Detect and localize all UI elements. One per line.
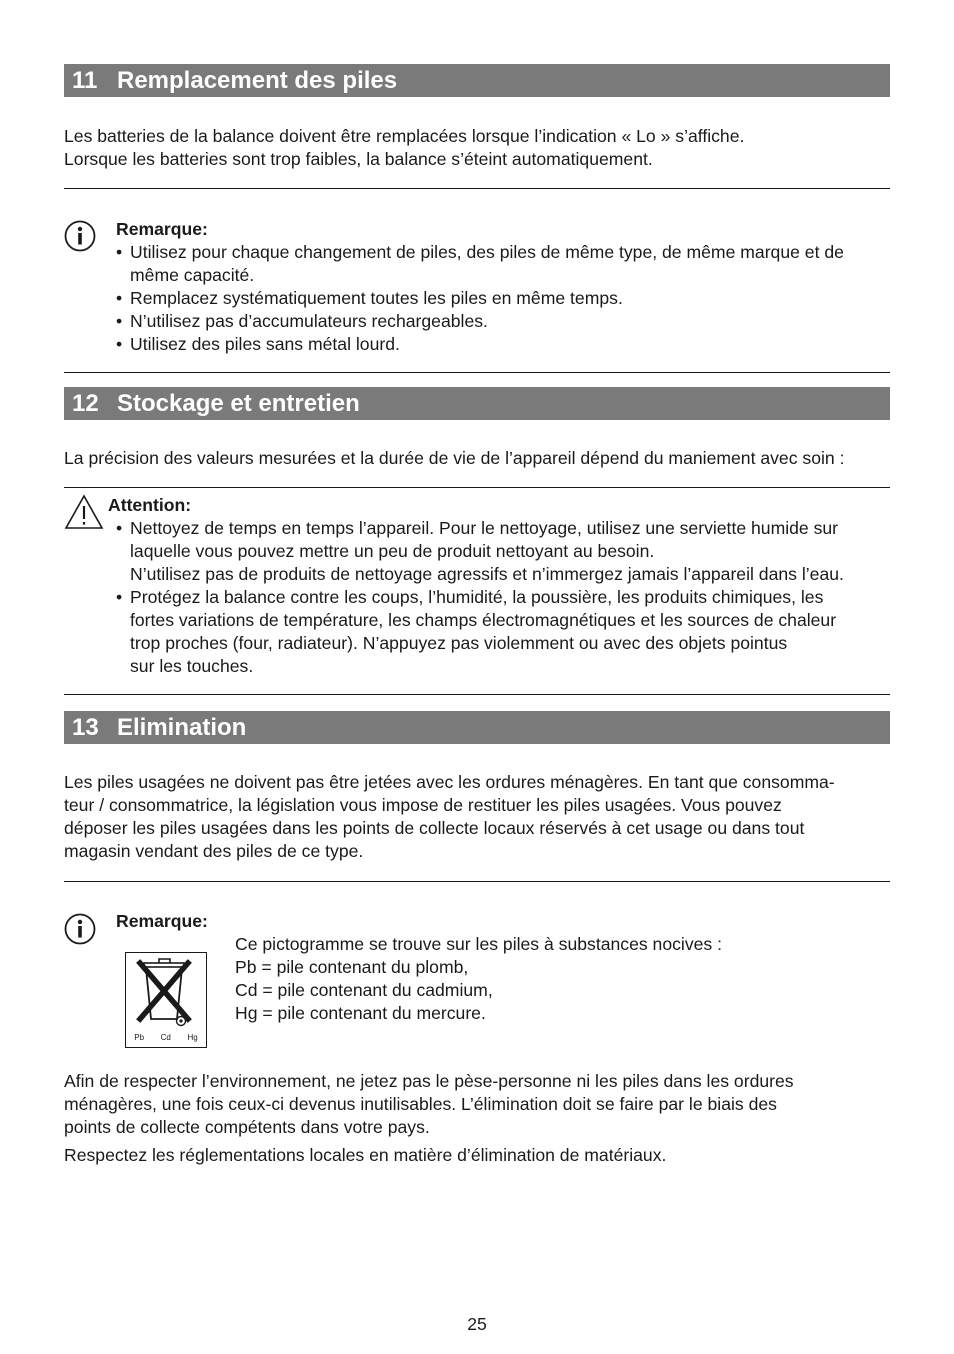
description-line: Pb = pile contenant du plomb, [235, 957, 469, 977]
section-12-header [64, 387, 890, 420]
bullet-line: • N’utilisez pas d’accumulateurs rechargeables. [130, 311, 488, 331]
bullet-line: trop proches (four, radiateur). N’appuyez pas violemment ou avec des objets pointus [130, 633, 788, 653]
warning-triangle-icon [64, 494, 104, 530]
paragraph-line: magasin vendant des piles de ce type. [64, 841, 364, 861]
paragraph-line: ménagères, une fois ceux-ci devenus inutilisables. L’élimination doit se faire par le biais des [64, 1094, 777, 1114]
page-number: 25 [467, 1314, 487, 1334]
divider [64, 881, 890, 882]
crossed-out-bin-icon [125, 952, 207, 1048]
bullet-line: fortes variations de température, les champs électromagnétiques et les sources de chaleur [130, 610, 837, 630]
divider [64, 372, 890, 373]
list-item [116, 517, 844, 586]
list-item [116, 586, 844, 678]
bullet-line: • Protégez la balance contre les coups, l’humidité, la poussière, les produits chimiques, les [130, 587, 824, 607]
section-11-header [64, 64, 890, 97]
section-number: 12 [72, 390, 99, 417]
divider [64, 487, 890, 488]
section-number: 11 [72, 67, 98, 94]
section-title: Stockage et entretien [117, 390, 360, 417]
warning-bullet-list [116, 517, 844, 678]
section-title: Elimination [117, 714, 247, 741]
note-heading: Remarque: [116, 911, 208, 931]
bullet-line: N’utilisez pas de produits de nettoyage agressifs et n’immergez jamais l’appareil dans l’eau. [130, 564, 844, 584]
bullet-line: laquelle vous pouvez mettre un peu de produit nettoyant au besoin. [130, 541, 655, 561]
paragraph-line: Les batteries de la balance doivent être remplacées lorsque l’indication « Lo » s’affiche. [64, 126, 745, 146]
section-11-paragraph [64, 125, 744, 171]
paragraph-line: Afin de respecter l’environnement, ne jetez pas le pèse-personne ni les piles dans les ordures [64, 1071, 794, 1091]
description-line: Ce pictogramme se trouve sur les piles à substances nocives : [235, 934, 722, 954]
bullet-line: • Utilisez des piles sans métal lourd. [130, 334, 400, 354]
bullet-line: • Utilisez pour chaque changement de piles, des piles de même type, de même marque et de [130, 242, 844, 262]
closing-paragraph [64, 1070, 794, 1139]
list-item [116, 310, 844, 333]
pictogram-label-pb: Pb [134, 1033, 145, 1042]
bullet-line: sur les touches. [130, 656, 254, 676]
section-13-paragraph [64, 771, 835, 863]
divider [64, 694, 890, 695]
bullet-line: • Nettoyez de temps en temps l’appareil. Pour le nettoyage, utilisez une serviette humide sur [130, 518, 839, 538]
final-paragraph: Respectez les réglementations locales en matière d’élimination de matériaux. [64, 1145, 667, 1165]
description-line: Hg = pile contenant du mercure. [235, 1003, 486, 1023]
note-bullet-list [116, 241, 844, 356]
paragraph-line: points de collecte compétents dans votre pays. [64, 1117, 430, 1137]
pictogram-label-hg: Hg [187, 1033, 198, 1042]
paragraph-line: Les piles usagées ne doivent pas être jetées avec les ordures ménagères. En tant que consomma- [64, 772, 835, 792]
divider [64, 188, 890, 189]
pictogram-label-cd: Cd [160, 1033, 171, 1042]
section-number: 13 [72, 714, 99, 741]
info-icon [64, 913, 96, 945]
warning-heading: Attention: [108, 495, 192, 515]
paragraph-line: déposer les piles usagées dans les points de collecte locaux réservés à cet usage ou dans tout [64, 818, 805, 838]
list-item [116, 287, 844, 310]
section-12-paragraph: La précision des valeurs mesurées et la durée de vie de l’appareil dépend du maniement avec soin : [64, 448, 845, 468]
description-line: Cd = pile contenant du cadmium, [235, 980, 493, 1000]
section-13-header [64, 711, 890, 744]
pictogram-labels [126, 1033, 206, 1043]
paragraph-line: teur / consommatrice, la législation vous impose de restituer les piles usagées. Vous pouvez [64, 795, 782, 815]
bullet-line: • Remplacez systématiquement toutes les piles en même temps. [130, 288, 623, 308]
list-item [116, 333, 844, 356]
paragraph-line: Lorsque les batteries sont trop faibles, la balance s’éteint automatiquement. [64, 149, 653, 169]
note-heading: Remarque: [116, 219, 208, 239]
section-title: Remplacement des piles [117, 67, 398, 94]
bullet-line: même capacité. [130, 265, 255, 285]
pictogram-description [235, 933, 722, 1025]
info-icon [64, 220, 96, 252]
list-item [116, 241, 844, 287]
